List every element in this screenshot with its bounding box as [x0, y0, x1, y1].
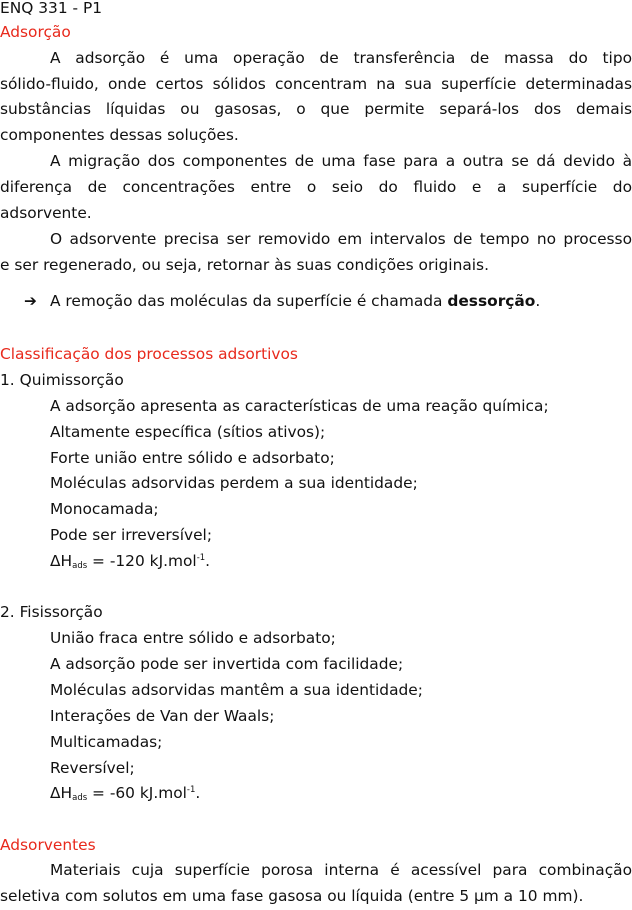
quimi-item: Altamente específica (sítios ativos); [50, 423, 326, 441]
fisi-enthalpy [50, 781, 200, 807]
dh-value: = -60 kJ.mol [87, 784, 187, 802]
quimi-item: Pode ser irreversível; [50, 526, 213, 544]
fisi-item: União fraca entre sólido e adsorbato; [50, 629, 336, 647]
dh-end: . [195, 784, 201, 802]
quimi-item: Moléculas adsorvidas perdem a sua identidade; [50, 474, 418, 492]
p2-line1: A migração dos componentes de uma fase para a outra se dá devido à [50, 152, 632, 170]
bullet-text [50, 289, 540, 315]
p1-line1: A adsorção é uma operação de transferência de massa do tipo [50, 49, 632, 67]
p2-line3: adsorvente. [0, 204, 92, 222]
quimi-title: 1. Quimissorção [0, 371, 124, 389]
fisi-item: Reversível; [50, 759, 135, 777]
p1-line2: sólido-fluido, onde certos sólidos concentram na sua superfície determinadas [0, 75, 632, 93]
bullet-bold-term: dessorção [447, 292, 536, 310]
dh-symbol: ΔH [50, 784, 73, 802]
p1-line3: substâncias líquidas ou gasosas, o que permite separá-los dos demais [0, 100, 632, 118]
quimi-item: A adsorção apresenta as características de uma reação química; [50, 397, 549, 415]
fisi-title: 2. Fisissorção [0, 603, 103, 621]
heading-adsorventes: Adsorventes [0, 836, 96, 854]
dh-superscript: -1 [186, 785, 196, 795]
fisi-item: Moléculas adsorvidas mantêm a sua identidade; [50, 681, 423, 699]
dh-subscript: ads [72, 793, 88, 803]
p2-line2: diferença de concentrações entre o seio do fluido e a superfície do [0, 178, 632, 196]
dh-subscript: ads [72, 561, 88, 571]
dh-value: = -120 kJ.mol [87, 552, 197, 570]
adsorventes-line1: Materiais cuja superfície porosa interna é acessível para combinação [50, 861, 632, 879]
dh-symbol: ΔH [50, 552, 73, 570]
quimi-enthalpy [50, 549, 210, 575]
heading-classificacao: Classificação dos processos adsortivos [0, 345, 298, 363]
bullet-arrow-icon: ➔ [24, 292, 37, 310]
p3-line2: e ser regenerado, ou seja, retornar às suas condições originais. [0, 256, 489, 274]
quimi-item: Monocamada; [50, 500, 159, 518]
bullet-text-main: A remoção das moléculas da superfície é chamada [50, 292, 448, 310]
dh-superscript: -1 [196, 553, 206, 563]
doc-header: ENQ 331 - P1 [0, 0, 103, 17]
p3-line1: O adsorvente precisa ser removido em intervalos de tempo no processo [50, 230, 632, 248]
adsorventes-line2: seletiva com solutos em uma fase gasosa ou líquida (entre 5 µm a 10 mm). [0, 887, 584, 905]
heading-adsorcao: Adsorção [0, 23, 71, 41]
p1-line4: componentes dessas soluções. [0, 126, 239, 144]
fisi-item: Interações de Van der Waals; [50, 707, 275, 725]
bullet-end: . [535, 292, 541, 310]
quimi-item: Forte união entre sólido e adsorbato; [50, 449, 335, 467]
fisi-item: Multicamadas; [50, 733, 163, 751]
dh-end: . [205, 552, 211, 570]
fisi-item: A adsorção pode ser invertida com facilidade; [50, 655, 404, 673]
